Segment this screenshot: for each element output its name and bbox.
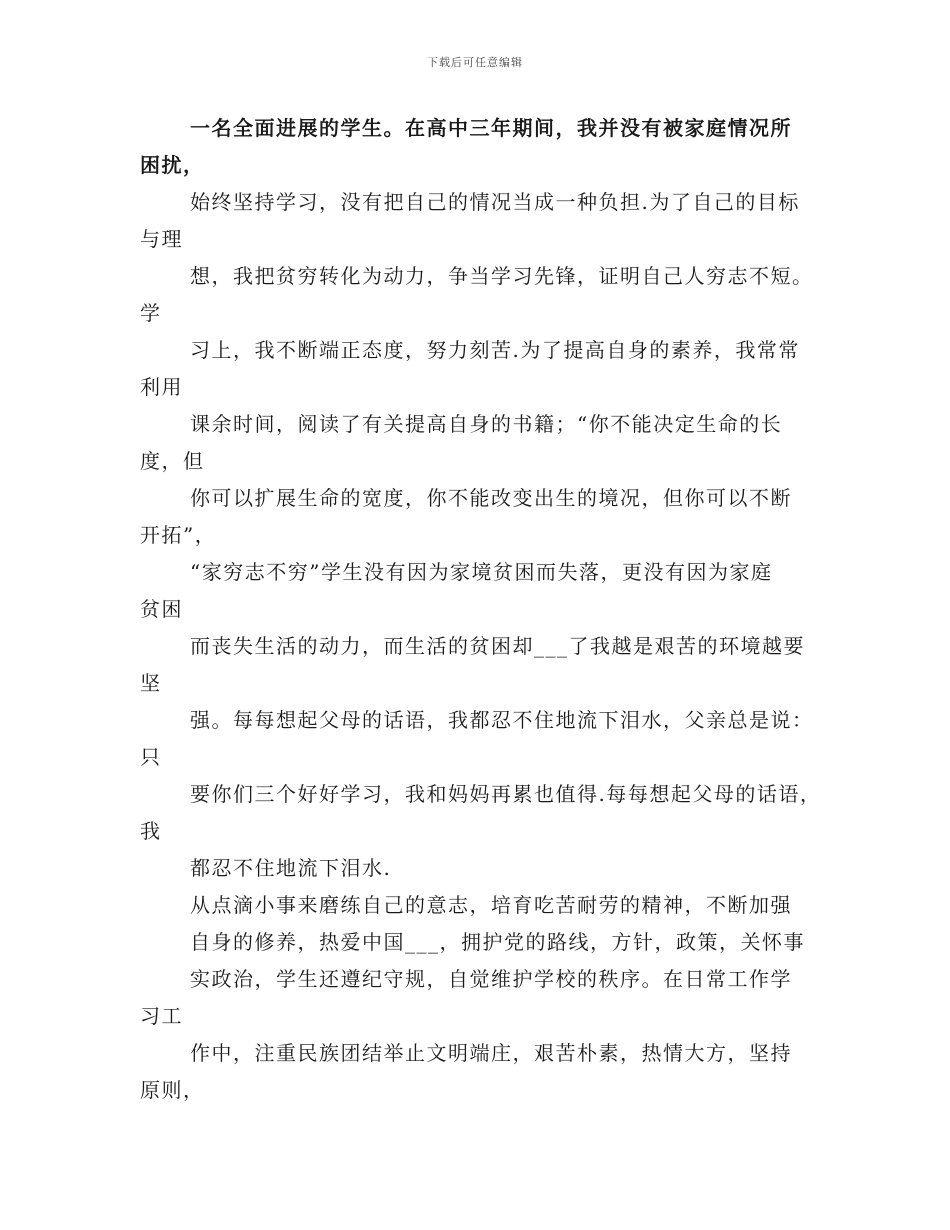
paragraph-line: 从点滴小事来磨练自己的意志，培育吃苦耐劳的精神，不断加强 bbox=[190, 893, 792, 917]
paragraph-line: 都忍不住地流下泪水. bbox=[190, 856, 392, 880]
paragraph-line: 实政治，学生还遵纪守规，自觉维护学校的秩序。在日常工作学 bbox=[190, 967, 792, 991]
paragraph-line: 学 bbox=[140, 301, 162, 325]
paragraph-line: 利用 bbox=[140, 375, 183, 399]
paragraph-line: 想，我把贫穷转化为动力，争当学习先锋，证明自己人穷志不短。 bbox=[190, 264, 814, 288]
paragraph-line: 习上，我不断端正态度，努力刻苦.为了提高自身的素养，我常常 bbox=[190, 338, 800, 362]
page-header: 下载后可任意编辑 bbox=[427, 56, 523, 69]
paragraph-line: “家穷志不穷”学生没有因为家境贫困而失落，更没有因为家庭 bbox=[190, 560, 773, 584]
paragraph-line: 始终坚持学习，没有把自己的情况当成一种负担.为了自己的目标 bbox=[190, 190, 800, 214]
paragraph-line: 作中，注重民族团结举止文明端庄，艰苦朴素，热情大方，坚持 bbox=[190, 1041, 792, 1065]
paragraph-line: 坚 bbox=[140, 671, 162, 695]
paragraph-line: 课余时间，阅读了有关提高自身的书籍；“你不能决定生命的长 bbox=[190, 412, 783, 436]
paragraph-line: 我 bbox=[140, 819, 162, 843]
paragraph-line: 自身的修养，热爱中国___，拥护党的路线，方针，政策，关怀事 bbox=[190, 930, 805, 954]
paragraph-line: 困扰， bbox=[140, 153, 205, 177]
paragraph-line: 贫困 bbox=[140, 597, 183, 621]
paragraph-line: 只 bbox=[140, 745, 162, 769]
paragraph-line: 而丧失生活的动力，而生活的贫困却___了我越是艰苦的环境越要 bbox=[190, 634, 805, 658]
paragraph-line: 一名全面进展的学生。在高中三年期间，我并没有被家庭情况所 bbox=[190, 116, 792, 140]
paragraph-line: 度，但 bbox=[140, 449, 205, 473]
paragraph-line: 你可以扩展生命的宽度，你不能改变出生的境况，但你可以不断 bbox=[190, 486, 792, 510]
paragraph-line: 强。每每想起父母的话语，我都忍不住地流下泪水，父亲总是说： bbox=[190, 708, 814, 732]
paragraph-line: 原则， bbox=[140, 1078, 205, 1102]
paragraph-line: 与理 bbox=[140, 227, 183, 251]
paragraph-line: 要你们三个好好学习，我和妈妈再累也值得.每每想起父母的话语， bbox=[190, 782, 822, 806]
paragraph-line: 开拓”， bbox=[140, 523, 217, 547]
paragraph-line: 习工 bbox=[140, 1004, 183, 1028]
